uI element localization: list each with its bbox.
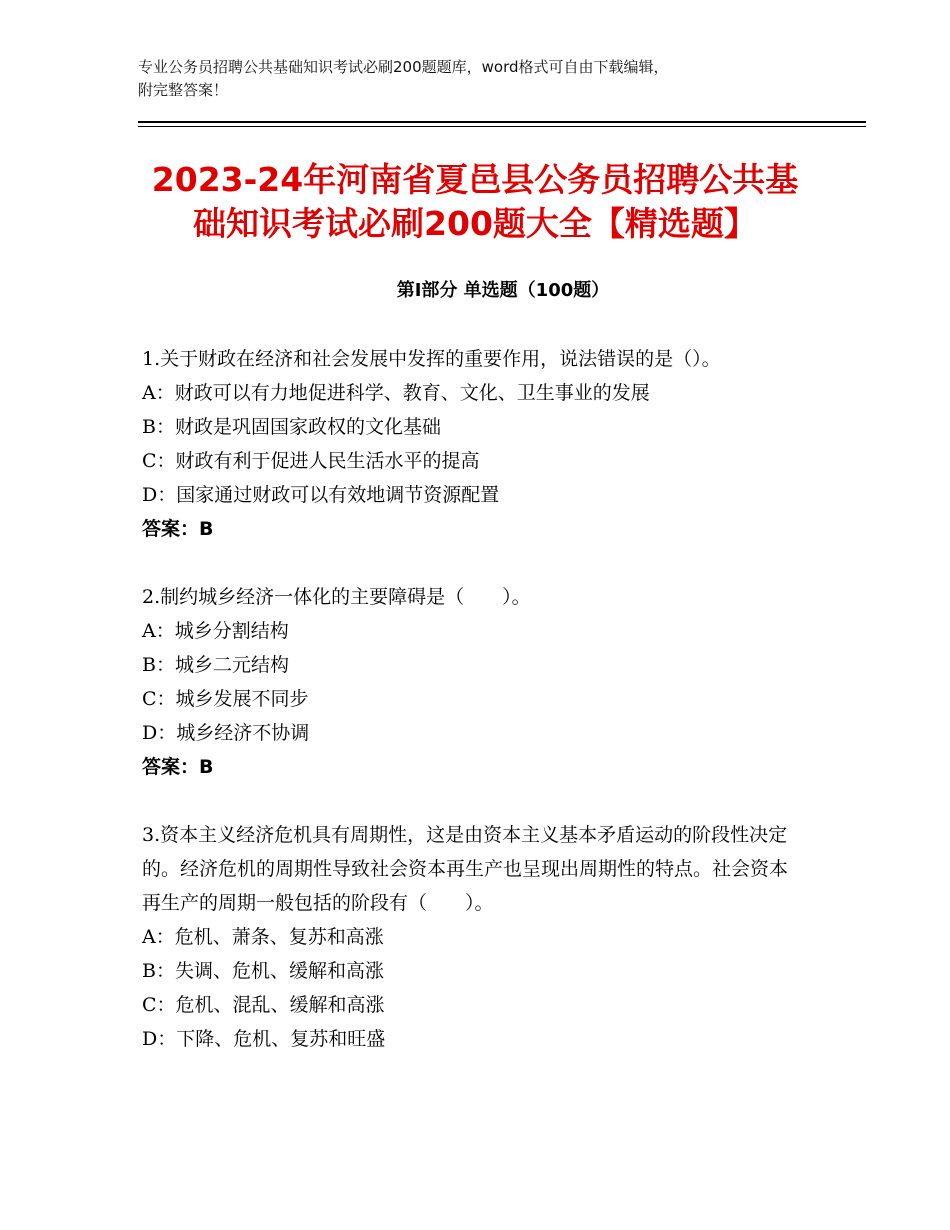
section-title: 第Ⅰ部分 单选题（100题） [396, 280, 610, 301]
answer-line: 答案：B [142, 756, 214, 778]
question-item [142, 580, 802, 784]
option-d: D：城乡经济不协调 [142, 722, 310, 744]
answer-line: 答案：B [142, 518, 214, 540]
header-line-2: 附完整答案！ [138, 81, 229, 99]
page-header [138, 56, 818, 102]
header-divider-thin [138, 126, 866, 127]
option-b: B：失调、危机、缓解和高涨 [142, 960, 384, 982]
option-a: A：财政可以有力地促进科学、教育、文化、卫生事业的发展 [142, 382, 650, 404]
header-line-1: 专业公务员招聘公共基础知识考试必刷200题题库，word格式可自由下载编辑， [138, 58, 669, 76]
title-line-1: 2023-24年河南省夏邑县公务员招聘公共基 [151, 160, 799, 199]
question-stem: 3.资本主义经济危机具有周期性，这是由资本主义基本矛盾运动的阶段性决定的。经济危机的周期性导致社会资本再生产也呈现出周期性的特点。社会资本再生产的周期一般包括的阶段有（ ）。 [142, 824, 789, 914]
option-c: C：危机、混乱、缓解和高涨 [142, 994, 385, 1016]
option-a: A：危机、萧条、复苏和高涨 [142, 926, 384, 948]
option-c: C：财政有利于促进人民生活水平的提高 [142, 450, 480, 472]
option-d: D：国家通过财政可以有效地调节资源配置 [142, 484, 500, 506]
option-c: C：城乡发展不同步 [142, 688, 309, 710]
title-line-2: 础知识考试必刷200题大全【精选题】 [193, 204, 757, 243]
question-item [142, 818, 802, 1056]
option-d: D：下降、危机、复苏和旺盛 [142, 1028, 386, 1050]
header-divider-thick [138, 121, 866, 123]
option-a: A：城乡分割结构 [142, 620, 289, 642]
option-b: B：财政是巩固国家政权的文化基础 [142, 416, 441, 438]
question-stem: 1.关于财政在经济和社会发展中发挥的重要作用，说法错误的是（）。 [142, 348, 721, 370]
question-stem: 2.制约城乡经济一体化的主要障碍是（ ）。 [142, 586, 531, 608]
question-list [142, 342, 802, 1090]
document-title [130, 158, 820, 246]
option-b: B：城乡二元结构 [142, 654, 289, 676]
question-item [142, 342, 802, 546]
